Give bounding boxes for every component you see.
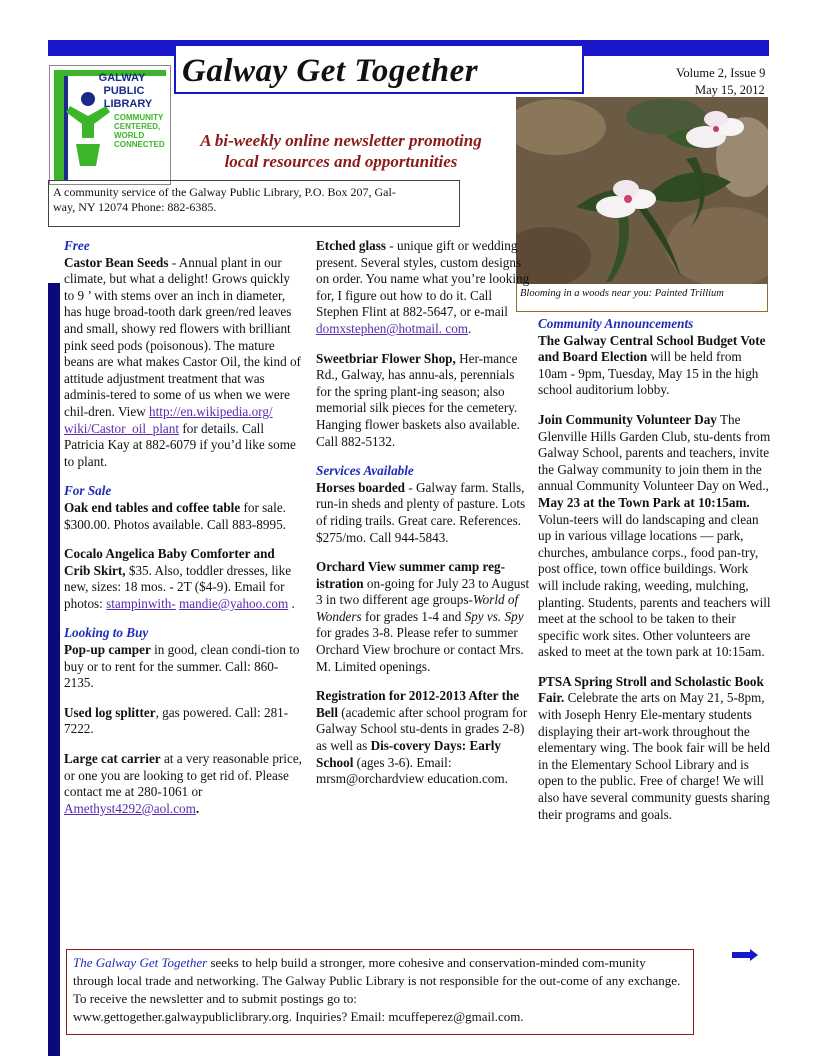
column-right — [538, 316, 772, 836]
logo-line-2: PUBLIC — [103, 85, 145, 97]
services-heading: Services Available — [316, 463, 414, 479]
orchard-body-3: for grades 3-8. Please refer to summer Orchard View brochure or contact Mrs. M. Limited openings. — [316, 625, 524, 674]
comforter-body: $35. Also, toddler dresses, like new, sizes: 18 mos. - 2T ($4-9). Email for photos: — [64, 562, 292, 611]
logo-line-3: LIBRARY — [103, 98, 153, 110]
castor-link-1[interactable]: http://en.wikipedia.org/ — [149, 403, 273, 419]
orchard-spy-vs-spy: Spy vs. Spy — [464, 608, 524, 624]
comforter-email-link-2[interactable]: mandie@yahoo.com — [179, 595, 289, 611]
budget-vote-body: will be held from 10am - 9pm, Tuesday, May 15 in the high school auditorium lobby. — [538, 349, 759, 398]
logo-tag-3: WORLD — [114, 131, 145, 140]
etched-glass-email-link[interactable]: domxstephen@hotmail. com — [316, 320, 469, 336]
for-sale-heading: For Sale — [64, 483, 112, 499]
oak-tables-body: for sale. $300.00. Photos available. Call 883-8995. — [64, 499, 286, 532]
photo-caption: Blooming in a woods near you: Painted Trillium — [516, 284, 768, 312]
tagline-line-1: A bi-weekly online newsletter promoting — [200, 131, 482, 150]
castor-link-2[interactable]: wiki/Castor_oil_plant — [64, 420, 180, 436]
logo-line-1: GALWAY — [98, 72, 146, 84]
castor-title: Castor Bean Seeds — [64, 254, 169, 270]
cat-carrier-body: at a very reasonable price, or one you are looking to get rid of. Please contact me at 280-1061 or — [64, 751, 302, 800]
logo-tag-4: CONNECTED — [114, 140, 165, 149]
castor-end: for details. Call Patricia Kay at 882-6079 if you’d like some to plant. — [64, 420, 296, 469]
library-logo — [49, 65, 171, 185]
orchard-world-of-wonders: World of Wonders — [316, 592, 519, 624]
budget-vote-title: The Galway Central School Budget Vote and Board Election — [538, 332, 766, 365]
log-splitter-title: Used log splitter — [64, 704, 156, 720]
ptsa-title: PTSA Spring Stroll and Scholastic Book Fair. — [538, 673, 764, 706]
column-left — [64, 238, 302, 830]
left-accent-bar — [48, 283, 60, 1056]
looking-heading: Looking to Buy — [64, 625, 149, 641]
cat-carrier-email-link[interactable]: Amethyst4292@aol.com — [64, 800, 196, 816]
volunteer-day-when: May 23 at the Town Park at 10:15am. — [538, 494, 750, 510]
etched-glass-end: . — [468, 320, 472, 336]
logo-tag-2: CENTERED, — [114, 122, 161, 131]
service-line-2: way, NY 12074 Phone: 882-6385. — [53, 200, 217, 214]
trillium-photo-image — [516, 97, 768, 284]
free-heading: Free — [64, 238, 90, 253]
orchard-title: Orchard View summer camp reg-istration — [316, 559, 505, 591]
camper-body: in good, clean condi-tion to buy or to rent for the summer. Call: 860-2135. — [64, 642, 300, 691]
etched-glass-title: Etched glass — [316, 238, 386, 253]
tagline — [176, 130, 506, 172]
castor-body: - Annual plant in our climate, but what a delight! Grows quickly to 9 ’ with stems over an inch in diameter, has huge broad-tooth dark green/red leaves and small, showy red flowers with brilliant pink seed pods (poisonous). The mature beans are what makes Castor Oil, the kind of attitude adjustment treatment that was adminis-tered to some of us when we were chil-dren. View — [64, 254, 301, 419]
comforter-end: . — [288, 595, 295, 611]
newsletter-title: Galway Get Together — [182, 53, 479, 89]
discovery-days-title: Dis-covery Days: Early School — [316, 738, 501, 770]
orchard-body-2: for grades 1-4 and — [361, 608, 465, 624]
volunteer-day-body-2: Volun-teers will do landscaping and clean up in various village locations — park, churches, ambulance corps., food pan-try, post office, town office buildings. Work will include raking, weeding, mulching, planting. Students, parents and teachers will meet at the school to be taken to their specific work sites. Other volunteers are asked to meet at the town park at 10:15am. — [538, 511, 771, 660]
log-splitter-body: , gas powered. Call: 281-7222. — [64, 704, 289, 737]
oak-tables-title: Oak end tables and coffee table — [64, 499, 241, 515]
trillium-photo — [516, 97, 768, 284]
continue-arrow-icon — [732, 948, 758, 966]
volunteer-day-title: Join Community Volunteer Day — [538, 411, 717, 427]
announcements-heading: Community Announcements — [538, 316, 694, 331]
footer-notice — [66, 949, 694, 1035]
cat-carrier-end: . — [195, 800, 200, 816]
flower-shop-body: Her-mance Rd., Galway, has annu-als, perennials for the spring plant-ing season; also memorial silk pieces for the cemetery. Hanging flower baskets also available. Call 882-5132. — [316, 350, 520, 449]
comforter-email-link-1[interactable]: stampinwith- — [106, 595, 176, 611]
library-logo-graphic — [50, 66, 170, 184]
horses-body: - Galway farm. Stalls, run-in sheds and plenty of pasture. Lots of riding trails. Great care. References. $275/mo. Call 944-5843. — [316, 479, 526, 545]
horses-title: Horses boarded — [316, 479, 406, 495]
registration-title: Registration for 2012-2013 After the Bell — [316, 688, 520, 720]
issue-volume: Volume 2, Issue 9 — [676, 66, 766, 80]
registration-body-1: (academic after school program for Galway School stu-dents in grades 2-8) as well as — [316, 704, 528, 754]
footer-text: seeks to help build a stronger, more cohesive and conservation-minded com-munity through local trade and networking. The Galway Public Library is not responsible for the out-come of any exchange. To receive the newsletter and to submit postings go to: — [73, 955, 681, 1006]
column-middle — [316, 238, 530, 801]
cat-carrier-title: Large cat carrier — [64, 751, 161, 767]
service-line-1: A community service of the Galway Public Library, P.O. Box 207, Gal- — [53, 185, 396, 199]
registration-body-2: (ages 3-6). Email: mrsm@orchardview education.com. — [316, 754, 508, 787]
orchard-body-1: on-going for July 23 to August 3 in two different age groups- — [316, 575, 530, 608]
camper-title: Pop-up camper — [64, 642, 151, 658]
volunteer-day-body-1: The Glenville Hills Garden Club, stu-dents from Galway School, parents and teachers, invite the Galway community to join them in the annual Community Volunteer Day on Wed., — [538, 411, 771, 494]
footer-links[interactable]: www.gettogether.galwaypubliclibrary.org. Inquiries? Email: mcuffeperez@gmail.com. — [73, 1009, 524, 1024]
logo-tag-1: COMMUNITY — [114, 113, 164, 122]
issue-date: May 15, 2012 — [695, 83, 765, 97]
etched-glass-body: - unique gift or wedding present. Several styles, custom designs on order. You name what you’re looking for, I figure out how to do it. Call Stephen Flint at 882-5647, or e-mail — [316, 238, 530, 320]
service-notice — [48, 180, 460, 227]
footer-newsletter-name: The Galway Get Together — [73, 955, 208, 970]
comforter-title: Cocalo Angelica Baby Comforter and Crib Skirt, — [64, 546, 275, 578]
tagline-line-2: local resources and opportunities — [224, 152, 458, 171]
flower-shop-title: Sweetbriar Flower Shop, — [316, 350, 456, 366]
ptsa-body: Celebrate the arts on May 21, 5-8pm, with Joseph Henry Ele-mentary students displaying their art-work throughout the elementary wing. The book fair will be held in the Elementary School Library and is open to the public. Free of charge! We will also have several community guests sharing their programs and goals. — [538, 690, 770, 822]
